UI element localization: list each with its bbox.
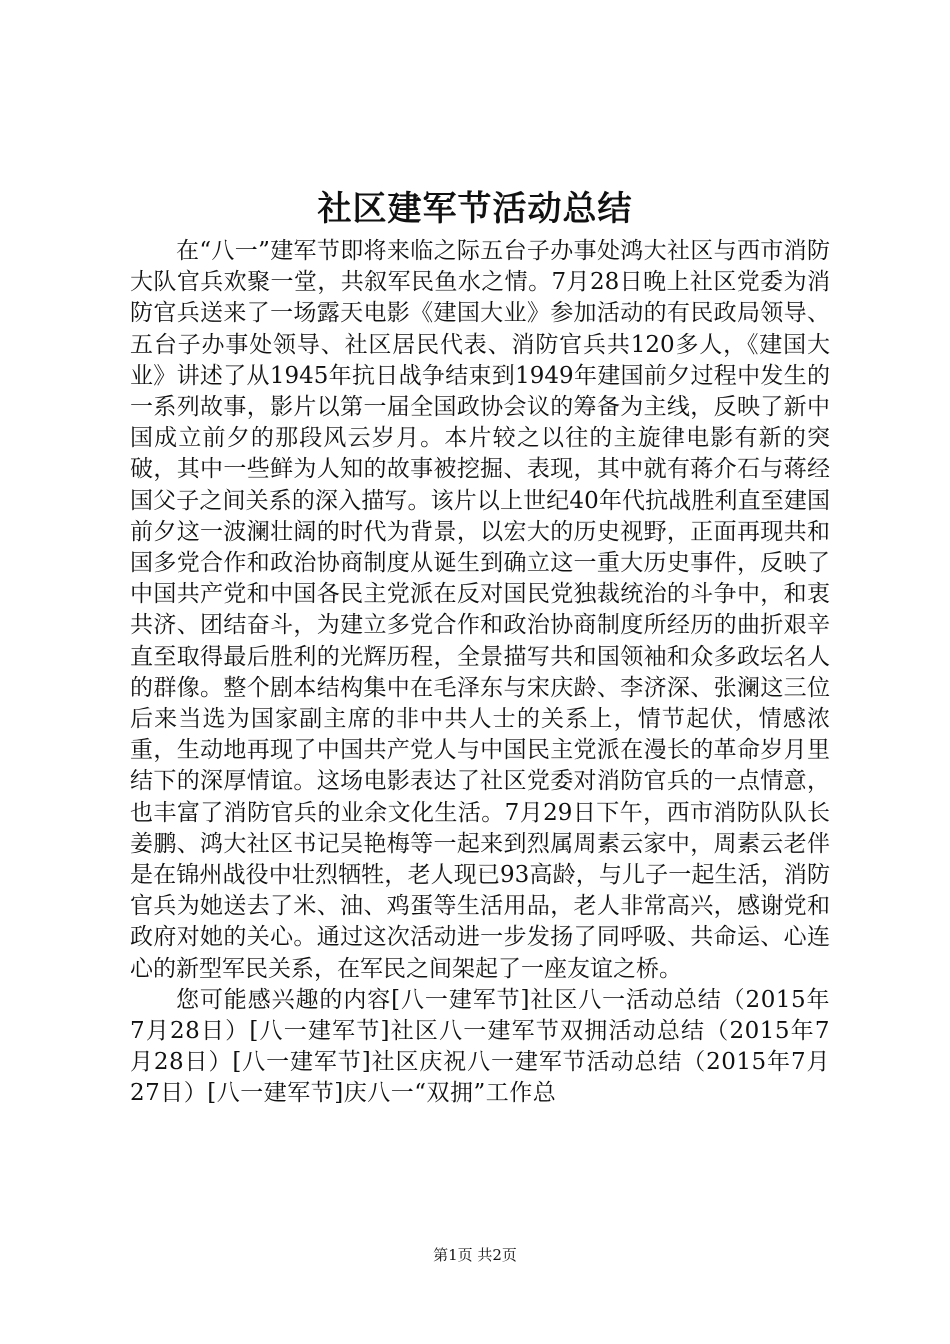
page-title: 社区建军节活动总结 bbox=[317, 189, 633, 229]
body-paragraph: 在“八一”建军节即将来临之际五台子办事处鸿大社区与西市消防大队官兵欢聚一堂，共叙军民鱼水之情。7月28日晚上社区党委为消防官兵送来了一场露天电影《建国大业》参加活动的有民政局领导、五台子办事处领导、社区居民代表、消防官兵共120多人，《建国大业》讲述了从1945年抗日战争结束到1949年建国前夕过程中发生的一系列故事，影片以第一届全国政协会议的筹备为主线，反映了新中国成立前夕的那段风云岁月。本片较之以往的主旋律电影有新的突破，其中一些鲜为人知的故事被挖掘、表现，其中就有蒋介石与蒋经国父子之间关系的深入描写。该片以上世纪40年代抗战胜利直至建国前夕这一波澜壮阔的时代为背景，以宏大的历史视野，正面再现共和国多党合作和政治协商制度从诞生到确立这一重大历史事件，反映了中国共产党和中国各民主党派在反对国民党独裁统治的斗争中，和衷共济、团结奋斗，为建立多党合作和政治协商制度所经历的曲折艰辛直至取得最后胜利的光辉历程，全景描写共和国领袖和众多政坛名人的群像。整个剧本结构集中在毛泽东与宋庆龄、李济深、张澜这三位后来当选为国家副主席的非中共人士的关系上，情节起伏，情感浓重，生动地再现了中国共产党人与中国民主党派在漫长的革命岁月里结下的深厚情谊。这场电影表达了社区党委对消防官兵的一点情意，也丰富了消防官兵的业余文化生活。7月29日下午，西市消防队队长姜鹏、鸿大社区书记吴艳梅等一起来到烈属周素云家中，周素云老伴是在锦州战役中壮烈牺牲，老人现已93高龄，与儿子一起生活，消防官兵为她送去了米、油、鸡蛋等生活用品，老人非常高兴，感谢党和政府对她的关心。通过这次活动进一步发扬了同呼吸、共命运、心连心的新型军民关系，在军民之间架起了一座友谊之桥。 bbox=[130, 238, 830, 982]
document-body bbox=[130, 236, 830, 1110]
page-footer: 第1页 共2页 bbox=[433, 1246, 517, 1264]
related-content-paragraph: 您可能感兴趣的内容[八一建军节]社区八一活动总结（2015年7月28日）[八一建军节]社区八一建军节双拥活动总结（2015年7月28日）[八一建军节]社区庆祝八一建军节活动总结（2015年7月27日）[八一建军节]庆八一“双拥”工作总 bbox=[130, 986, 830, 1107]
